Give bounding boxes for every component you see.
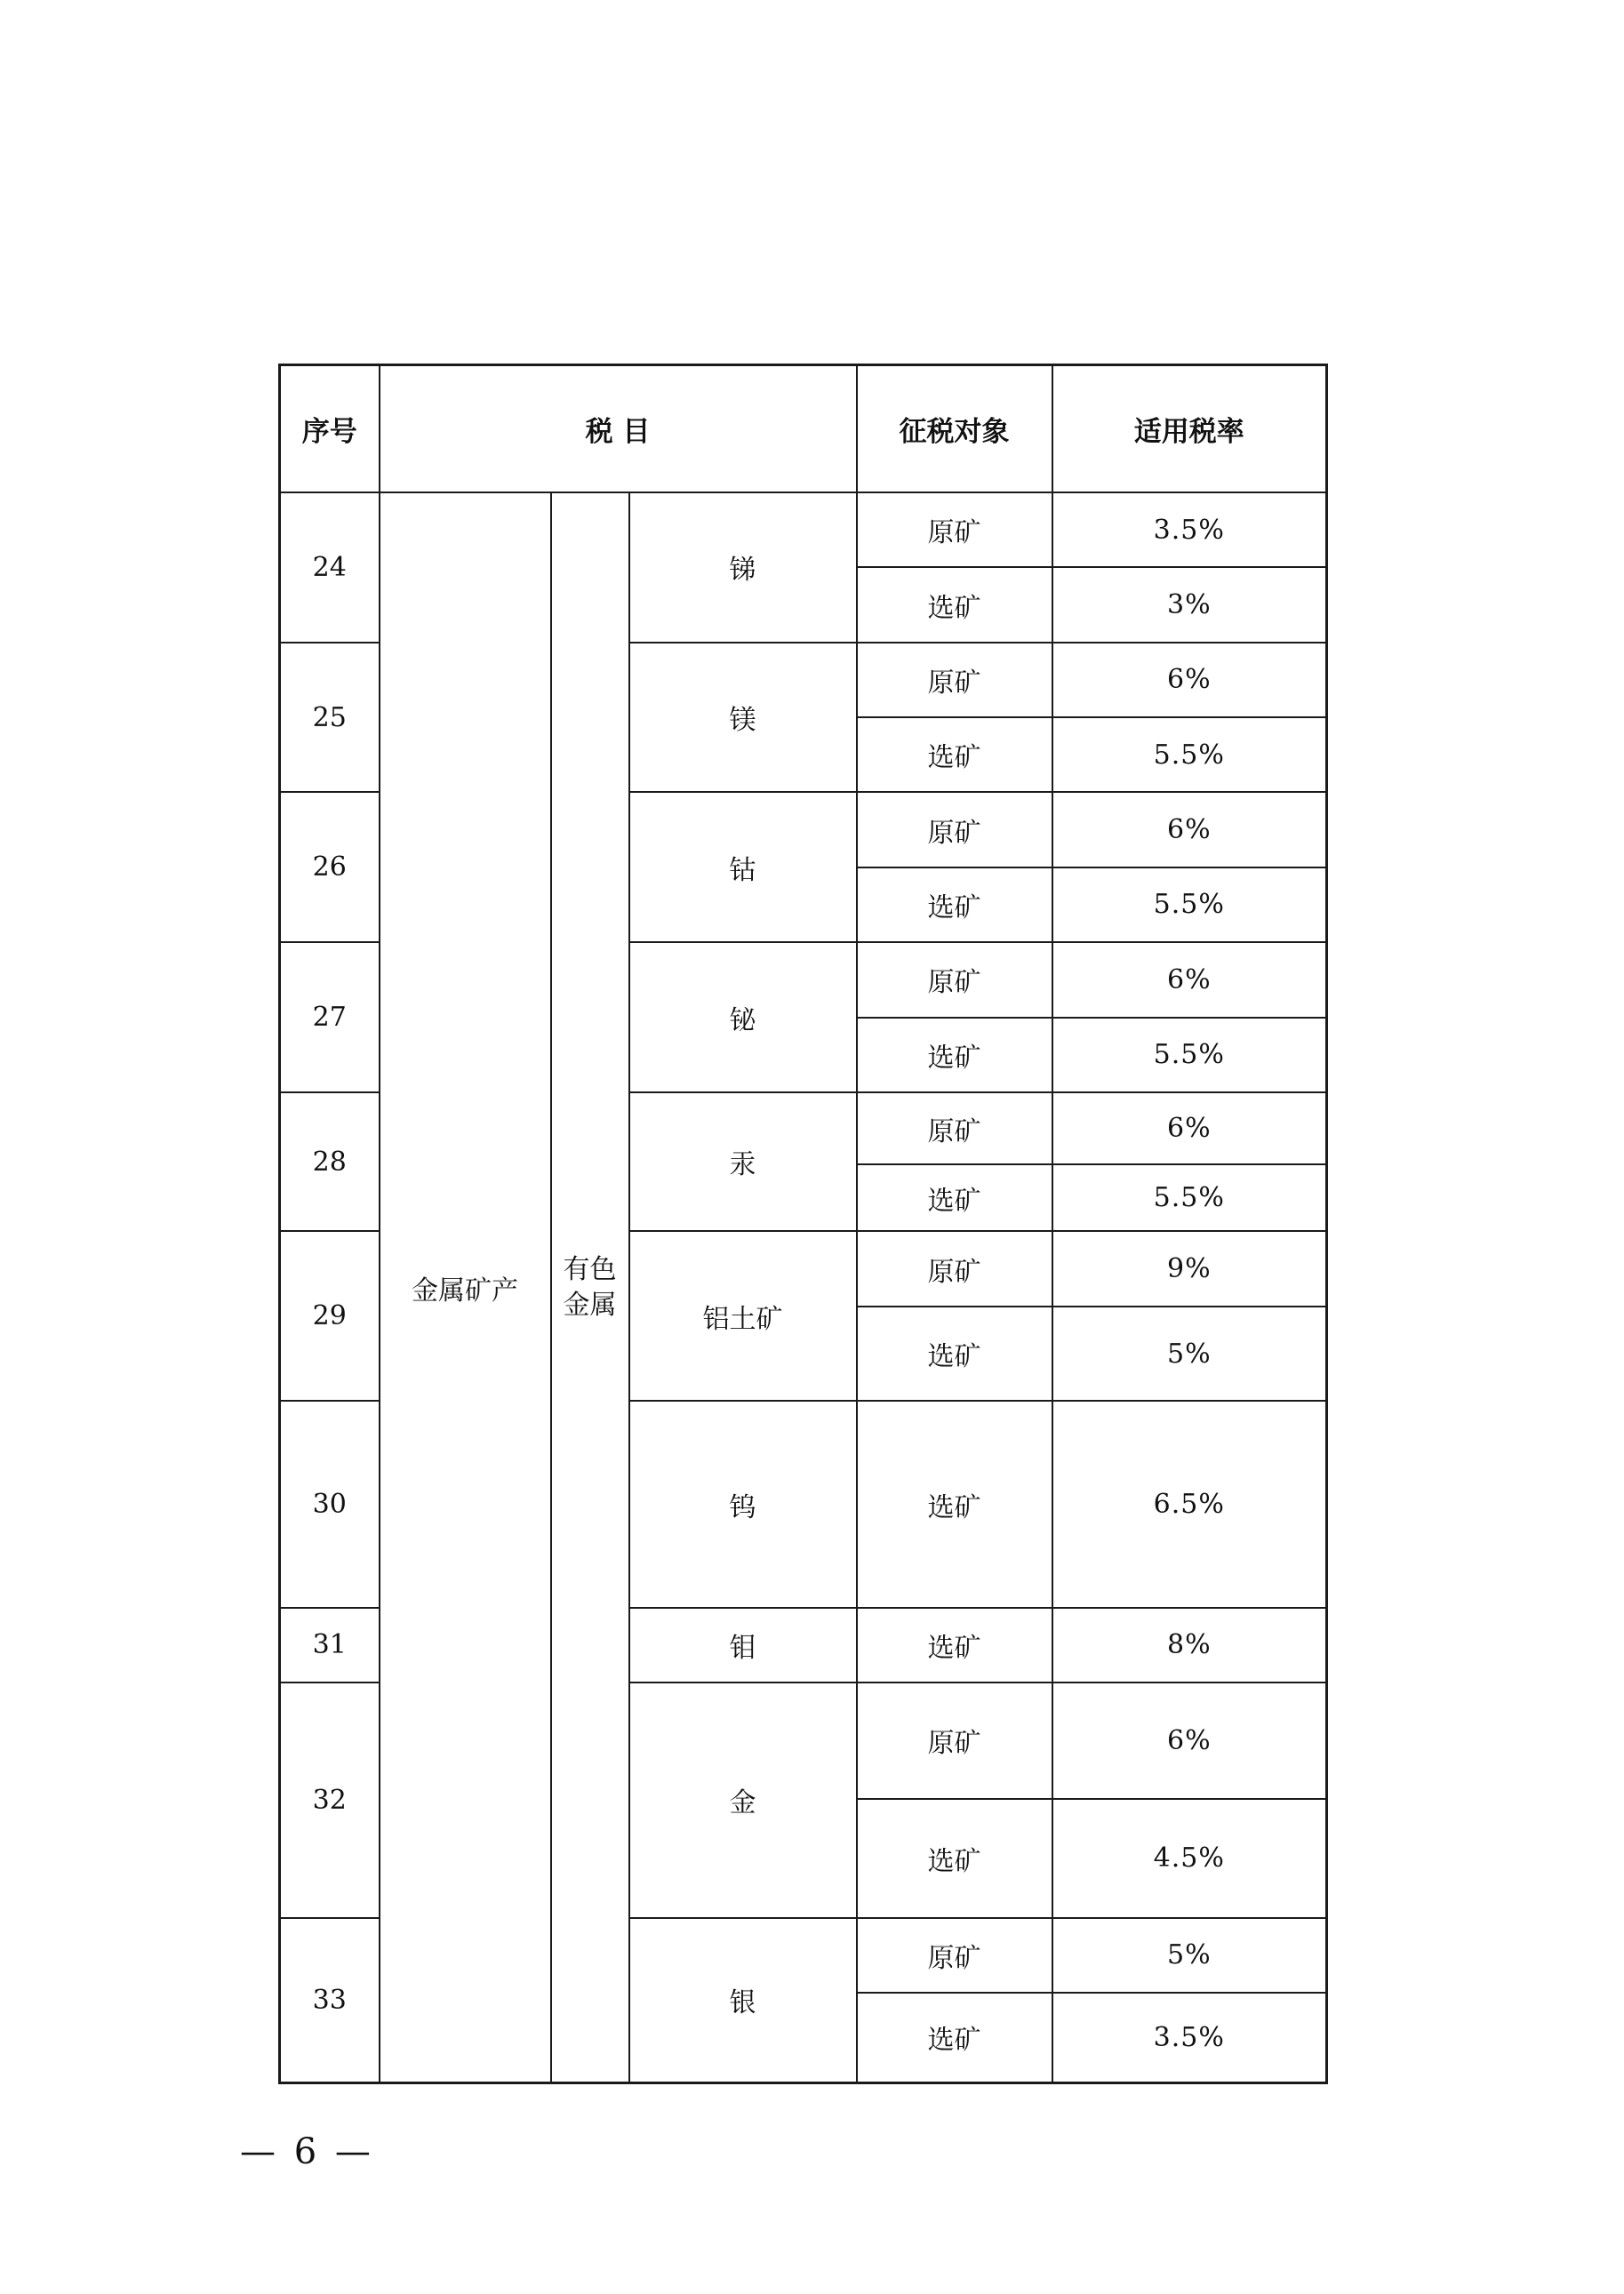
row-number: 29	[280, 1231, 380, 1401]
table-row	[280, 492, 1327, 567]
header-item: 税 目	[380, 365, 857, 493]
tax-rate: 6%	[1052, 1092, 1327, 1164]
header-row	[280, 365, 1327, 493]
tax-object: 原矿	[857, 492, 1052, 567]
tax-rate: 6.5%	[1052, 1401, 1327, 1608]
row-number: 33	[280, 1918, 380, 2083]
tax-object: 原矿	[857, 643, 1052, 717]
tax-object: 选矿	[857, 867, 1052, 942]
tax-rate: 3%	[1052, 567, 1327, 642]
row-number: 28	[280, 1092, 380, 1232]
header-object: 征税对象	[857, 365, 1052, 493]
tax-object: 原矿	[857, 942, 1052, 1017]
category-cell: 金属矿产	[380, 492, 551, 2082]
row-number: 32	[280, 1683, 380, 1918]
mineral-name: 镁	[629, 643, 857, 793]
subcategory-line: 有色	[563, 1253, 617, 1285]
mineral-name: 银	[629, 1918, 857, 2083]
mineral-name: 金	[629, 1683, 857, 1918]
tax-object: 选矿	[857, 1608, 1052, 1682]
row-number: 24	[280, 492, 380, 643]
subcategory-line: 金属	[563, 1289, 617, 1321]
tax-rate: 5.5%	[1052, 867, 1327, 942]
tax-object: 选矿	[857, 1164, 1052, 1231]
tax-object: 选矿	[857, 1993, 1052, 2083]
mineral-name: 汞	[629, 1092, 857, 1232]
tax-object: 选矿	[857, 1307, 1052, 1401]
tax-object: 原矿	[857, 1918, 1052, 1993]
tax-rate: 6%	[1052, 942, 1327, 1017]
mineral-name: 铋	[629, 942, 857, 1092]
mineral-name: 钨	[629, 1401, 857, 1608]
tax-object: 选矿	[857, 1799, 1052, 1918]
tax-object: 选矿	[857, 1018, 1052, 1092]
header-seq: 序号	[280, 365, 380, 493]
tax-object: 原矿	[857, 792, 1052, 867]
tax-rate: 6%	[1052, 792, 1327, 867]
tax-object: 选矿	[857, 1401, 1052, 1608]
row-number: 30	[280, 1401, 380, 1608]
tax-rate: 3.5%	[1052, 1993, 1327, 2083]
row-number: 27	[280, 942, 380, 1092]
mineral-name: 钴	[629, 792, 857, 942]
tax-rate: 3.5%	[1052, 492, 1327, 567]
tax-object: 选矿	[857, 717, 1052, 792]
row-number: 25	[280, 643, 380, 793]
tax-object: 原矿	[857, 1231, 1052, 1306]
page-number: — 6 —	[240, 2131, 374, 2172]
tax-object: 原矿	[857, 1092, 1052, 1164]
tax-rate: 6%	[1052, 1683, 1327, 1800]
tax-rate: 5%	[1052, 1307, 1327, 1401]
row-number: 31	[280, 1608, 380, 1682]
row-number: 26	[280, 792, 380, 942]
header-rate: 适用税率	[1052, 365, 1327, 493]
subcategory-cell	[551, 492, 629, 2082]
tax-rate: 5.5%	[1052, 717, 1327, 792]
tax-rate-table	[278, 364, 1328, 2084]
tax-object: 原矿	[857, 1683, 1052, 1800]
tax-rate: 6%	[1052, 643, 1327, 717]
mineral-name: 锑	[629, 492, 857, 643]
tax-rate: 5.5%	[1052, 1164, 1327, 1231]
tax-rate: 5.5%	[1052, 1018, 1327, 1092]
tax-rate: 8%	[1052, 1608, 1327, 1682]
tax-object: 选矿	[857, 567, 1052, 642]
tax-rate: 9%	[1052, 1231, 1327, 1306]
mineral-name: 铝土矿	[629, 1231, 857, 1401]
tax-rate: 4.5%	[1052, 1799, 1327, 1918]
mineral-name: 钼	[629, 1608, 857, 1682]
tax-rate: 5%	[1052, 1918, 1327, 1993]
